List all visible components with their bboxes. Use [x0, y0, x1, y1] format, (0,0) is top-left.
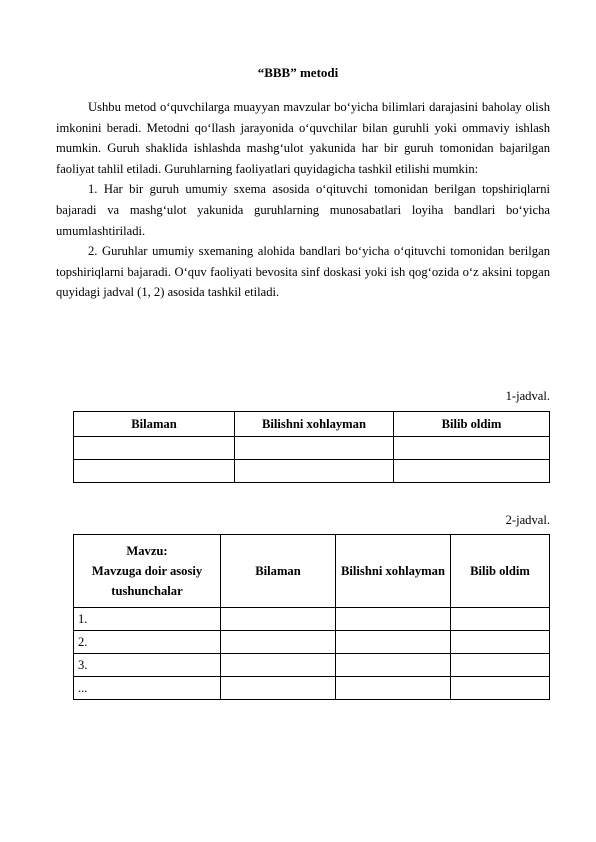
table-1	[73, 411, 550, 483]
table-header-cell: Bilib oldim	[394, 412, 550, 437]
body-text	[56, 97, 550, 303]
table-cell	[336, 677, 451, 700]
table-cell	[336, 608, 451, 631]
table2-caption: 2-jadval.	[505, 513, 550, 527]
table-cell	[394, 460, 550, 483]
header-topic-desc: Mavzuga doir asosiy tushunchalar	[91, 564, 203, 598]
table-header-row	[74, 412, 550, 437]
table-cell	[336, 654, 451, 677]
table-row	[74, 608, 550, 631]
table-cell	[221, 654, 336, 677]
table-row	[74, 460, 550, 483]
row-number: 2.	[74, 631, 221, 654]
table-cell	[221, 608, 336, 631]
table-row	[74, 631, 550, 654]
table-header-cell: Bilib oldim	[451, 535, 550, 608]
table-cell	[221, 677, 336, 700]
document-title: “BBB” metodi	[257, 65, 339, 80]
table-cell	[336, 631, 451, 654]
table-header-row	[74, 535, 550, 608]
paragraph-item-1: 1. Har bir guruh umumiy sxema asosida o‘qituvchi tomonidan berilgan topshiriqlarni bajaradi va mashg‘ulot yakunida guruhlarning munosabatlari loyiha bandlari bo‘yicha umumlashtiriladi.	[56, 182, 550, 238]
table-header-cell: Bilishni xohlayman	[336, 535, 451, 608]
table-row	[74, 677, 550, 700]
row-number: 3.	[74, 654, 221, 677]
row-number: ...	[74, 677, 221, 700]
paragraph-item-2: 2. Guruhlar umumiy sxemaning alohida bandlari bo‘yicha o‘qituvchi tomonidan berilgan topshiriqlarni bajaradi. O‘quv faoliyati bevosita sinf doskasi yoki ish qog‘ozida o‘z aksini topgan quyidagi jadval (1, 2) asosida tashkil etiladi.	[56, 244, 550, 300]
table-cell	[451, 608, 550, 631]
table-2	[73, 534, 550, 700]
table-header-cell	[74, 535, 221, 608]
table-cell	[74, 437, 235, 460]
table-cell	[235, 437, 394, 460]
table1-caption: 1-jadval.	[505, 389, 550, 403]
table-cell	[221, 631, 336, 654]
table-cell	[394, 437, 550, 460]
table-cell	[451, 631, 550, 654]
table-cell	[235, 460, 394, 483]
table-cell	[451, 654, 550, 677]
table-cell	[451, 677, 550, 700]
table-row	[74, 654, 550, 677]
header-topic-label: Mavzu:	[126, 544, 168, 558]
row-number: 1.	[74, 608, 221, 631]
table-header-cell: Bilishni xohlayman	[235, 412, 394, 437]
paragraph-intro: Ushbu metod o‘quvchilarga muayyan mavzular bo‘yicha bilimlari darajasini baholay olish imkonini beradi. Metodni qo‘llash jarayonida o‘quvchilar bilan guruhli yoki ommaviy ishlash mumkin. Guruh shaklida ishlashda mashg‘ulot yakunida har bir guruh tomonidan bajarilgan faoliyat tahlil etiladi. Guruhlarning faoliyatlari quyidagicha tashkil etilishi mumkin:	[56, 100, 550, 176]
table-row	[74, 437, 550, 460]
table-header-cell: Bilaman	[221, 535, 336, 608]
table-header-cell: Bilaman	[74, 412, 235, 437]
table-cell	[74, 460, 235, 483]
